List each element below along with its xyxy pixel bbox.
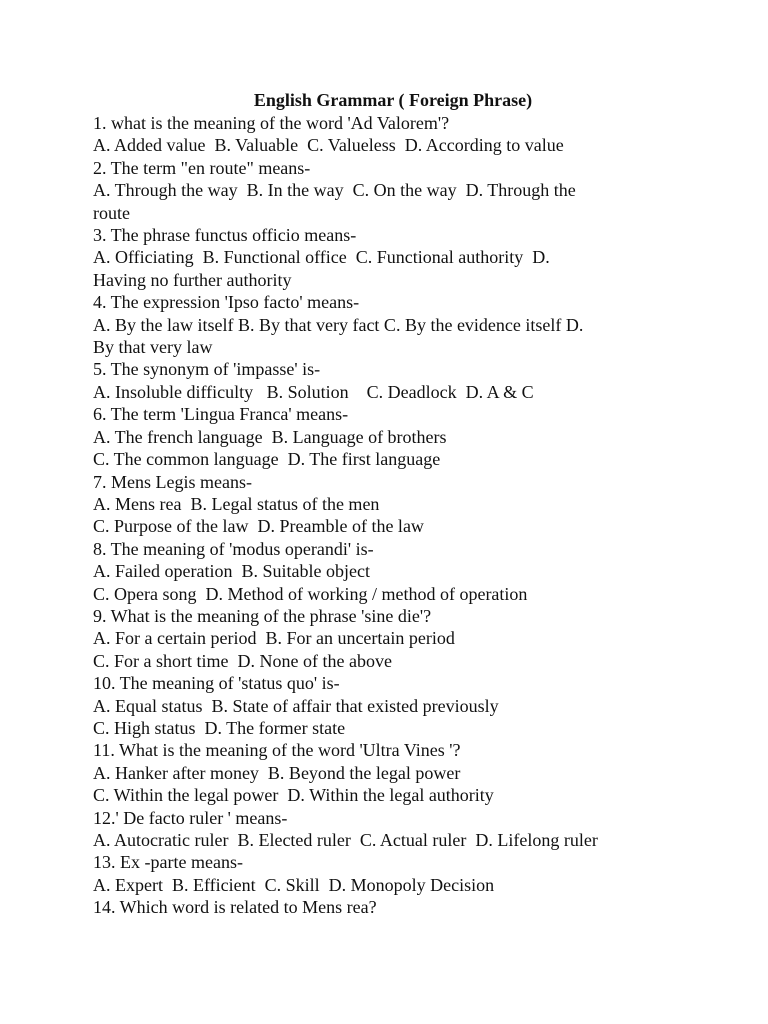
answer-options-text: Having no further authority	[93, 269, 292, 290]
question-text: 4. The expression 'Ipso facto' means-	[93, 292, 360, 313]
answer-options-text: C. For a short time D. None of the above	[93, 650, 392, 671]
question-text: 7. Mens Legis means-	[93, 471, 252, 492]
question-text: 13. Ex -parte means-	[93, 852, 243, 873]
question-text: 3. The phrase functus officio means-	[93, 225, 357, 246]
question-text: 9. What is the meaning of the phrase 'sine die'?	[93, 605, 432, 626]
question-list	[93, 112, 693, 919]
question-text: 2. The term "en route" means-	[93, 157, 311, 178]
document-title: English Grammar ( Foreign Phrase)	[253, 90, 533, 110]
answer-options-text: route	[93, 202, 130, 223]
question-text: 14. Which word is related to Mens rea?	[93, 897, 377, 918]
question-text: 5. The synonym of 'impasse' is-	[93, 359, 321, 380]
answer-options-text: C. High status D. The former state	[93, 717, 346, 738]
answer-options-text: A. By the law itself B. By that very fact C. By the evidence itself D.	[93, 314, 584, 335]
answer-options-text: A. Autocratic ruler B. Elected ruler C. Actual ruler D. Lifelong ruler	[93, 830, 598, 850]
answer-options-text: By that very law	[93, 337, 213, 358]
answer-options-text: A. Failed operation B. Suitable object	[93, 561, 370, 582]
document-body	[93, 88, 693, 919]
answer-options-text: A. Expert B. Efficient C. Skill D. Monopoly Decision	[93, 874, 495, 895]
answer-options-text: C. Purpose of the law D. Preamble of the law	[93, 516, 424, 537]
question-text: 10. The meaning of 'status quo' is-	[93, 673, 340, 694]
answer-options-text: C. Opera song D. Method of working / method of operation	[93, 583, 528, 604]
answer-options-text: A. The french language B. Language of brothers	[93, 426, 447, 447]
answer-options-text: A. Equal status B. State of affair that existed previously	[93, 695, 499, 716]
answer-options-text: A. Added value B. Valuable C. Valueless D. According to value	[93, 135, 564, 156]
question-text: 6. The term 'Lingua Franca' means-	[93, 404, 349, 425]
answer-options-text: A. For a certain period B. For an uncertain period	[93, 628, 455, 649]
answer-options-text: C. The common language D. The first language	[93, 449, 441, 470]
question-text: 11. What is the meaning of the word 'Ultra Vines '?	[93, 740, 461, 761]
question-text: 12.' De facto ruler ' means-	[93, 807, 288, 828]
answer-options-text: A. Through the way B. In the way C. On the way D. Through the	[93, 180, 576, 201]
question-text: 1. what is the meaning of the word 'Ad Valorem'?	[93, 113, 450, 133]
question-text: 8. The meaning of 'modus operandi' is-	[93, 538, 374, 559]
answer-options-text: C. Within the legal power D. Within the legal authority	[93, 785, 494, 806]
answer-options-text: A. Mens rea B. Legal status of the men	[93, 493, 380, 514]
answer-options-text: A. Officiating B. Functional office C. Functional authority D.	[93, 247, 550, 268]
answer-options-text: A. Hanker after money B. Beyond the legal power	[93, 762, 461, 783]
answer-options-text: A. Insoluble difficulty B. Solution C. Deadlock D. A & C	[93, 381, 534, 402]
